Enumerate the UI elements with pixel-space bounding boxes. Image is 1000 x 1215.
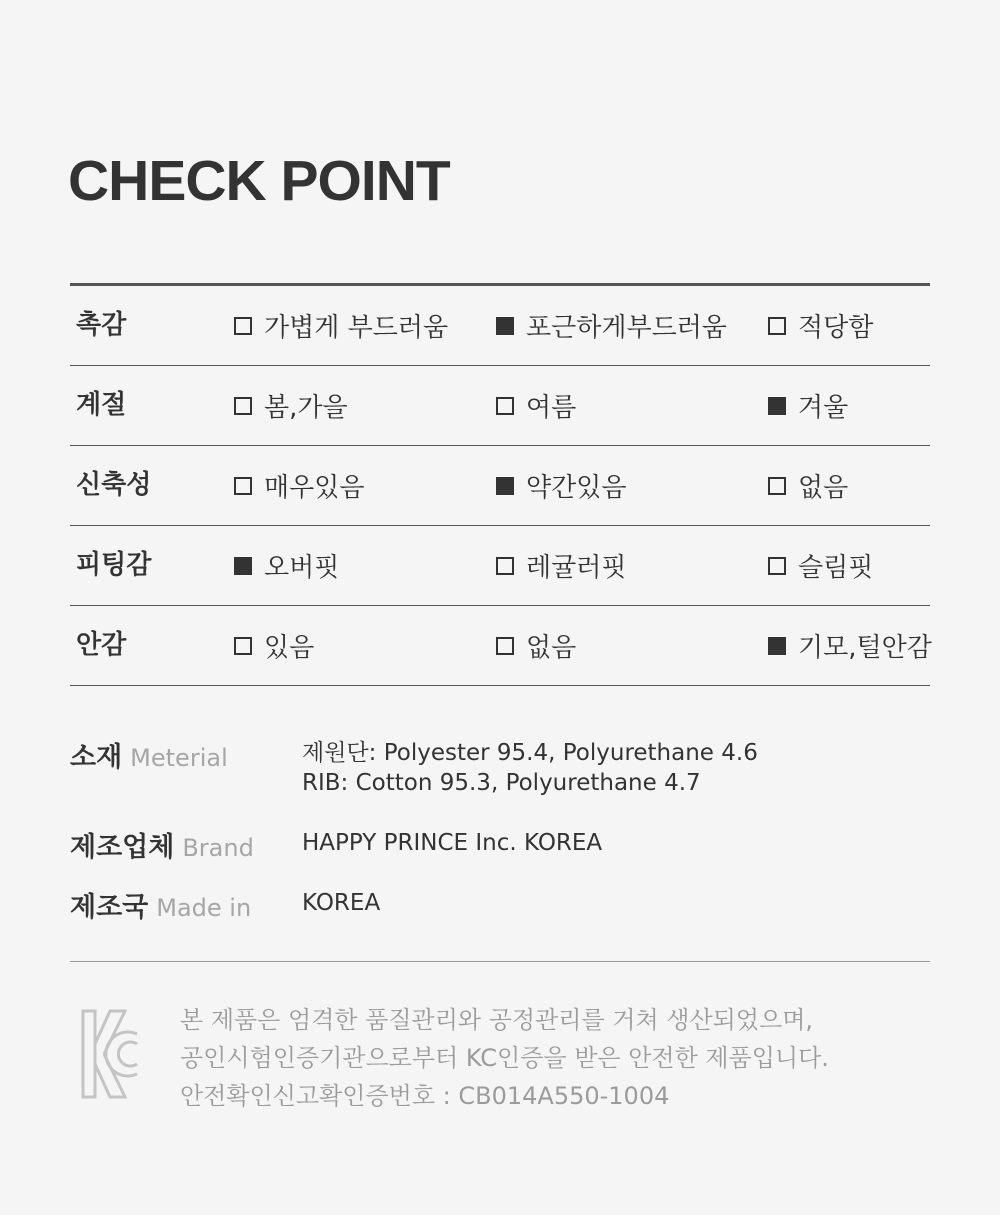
checkpoint-row-texture (70, 286, 930, 366)
material-value (302, 738, 758, 798)
option-item (768, 446, 848, 525)
row-label: 촉감 (76, 310, 127, 340)
option-item (496, 606, 576, 685)
option-label: 있음 (264, 633, 315, 663)
checkbox (496, 637, 514, 655)
option-label: 겨울 (798, 393, 849, 423)
material-line: 제원단: Polyester 95.4, Polyurethane 4.6 (302, 740, 758, 766)
brand-label-en: Brand (182, 834, 254, 862)
checkbox (234, 477, 252, 495)
kc-notice-line: 공인시험인증기관으로부터 KC인증을 받은 안전한 제품입니다. (180, 1044, 829, 1072)
brand-label (70, 825, 254, 864)
checkbox (768, 557, 786, 575)
option-item (496, 446, 626, 525)
row-label: 계절 (76, 390, 127, 420)
section-divider (70, 961, 930, 962)
origin-value: KOREA (302, 890, 381, 916)
option-label: 오버핏 (264, 553, 340, 583)
material-line: RIB: Cotton 95.3, Polyurethane 4.7 (302, 770, 701, 796)
checkbox (768, 637, 786, 655)
option-label: 약간있음 (526, 473, 627, 503)
checkbox (768, 397, 786, 415)
option-label: 매우있음 (264, 473, 365, 503)
kc-certification-notice (180, 1001, 829, 1115)
option-item (768, 606, 932, 685)
row-label: 신축성 (76, 470, 152, 500)
option-label: 레귤러핏 (526, 553, 627, 583)
option-label: 적당함 (798, 313, 874, 343)
option-item (234, 606, 314, 685)
checkbox (496, 397, 514, 415)
kc-certification-mark-icon (80, 1008, 140, 1100)
checkpoint-table (70, 283, 930, 686)
option-label: 슬림핏 (798, 553, 874, 583)
material-label-en: Meterial (130, 744, 228, 772)
option-label: 봄,가을 (264, 393, 348, 423)
origin-label (70, 885, 251, 924)
row-label: 피팅감 (76, 550, 152, 580)
checkbox (496, 477, 514, 495)
option-label: 포근하게부드러움 (526, 313, 727, 343)
material-label-ko: 소재 (70, 742, 123, 773)
option-item (496, 366, 576, 445)
checkbox (234, 557, 252, 575)
checkbox (496, 557, 514, 575)
option-item (234, 526, 339, 605)
checkbox (234, 397, 252, 415)
checkpoint-row-stretch (70, 446, 930, 526)
option-label: 가볍게 부드러움 (264, 313, 449, 343)
row-label: 안감 (76, 630, 127, 660)
material-label (70, 735, 228, 774)
option-item (496, 526, 626, 605)
option-item (768, 366, 848, 445)
option-item (234, 286, 448, 365)
checkpoint-row-lining (70, 606, 930, 686)
checkbox (234, 637, 252, 655)
option-item (496, 286, 727, 365)
origin-label-ko: 제조국 (70, 892, 149, 923)
origin-label-en: Made in (156, 894, 252, 922)
brand-label-ko: 제조업체 (70, 832, 175, 863)
option-item (234, 366, 348, 445)
checkbox (768, 477, 786, 495)
option-label: 없음 (798, 473, 849, 503)
option-item (768, 526, 873, 605)
option-item (234, 446, 364, 525)
page-title: CHECK POINT (68, 149, 450, 213)
option-item (768, 286, 873, 365)
checkbox (768, 317, 786, 335)
option-label: 기모,털안감 (798, 633, 932, 663)
option-label: 없음 (526, 633, 577, 663)
checkbox (234, 317, 252, 335)
checkbox (496, 317, 514, 335)
checkpoint-row-season (70, 366, 930, 446)
checkpoint-row-fit (70, 526, 930, 606)
kc-notice-line: 본 제품은 엄격한 품질관리와 공정관리를 거쳐 생산되었으며, (180, 1006, 814, 1034)
brand-value: HAPPY PRINCE Inc. KOREA (302, 830, 603, 856)
kc-certificate-number: 안전확인신고확인증번호 : CB014A550-1004 (180, 1082, 670, 1110)
option-label: 여름 (526, 393, 577, 423)
